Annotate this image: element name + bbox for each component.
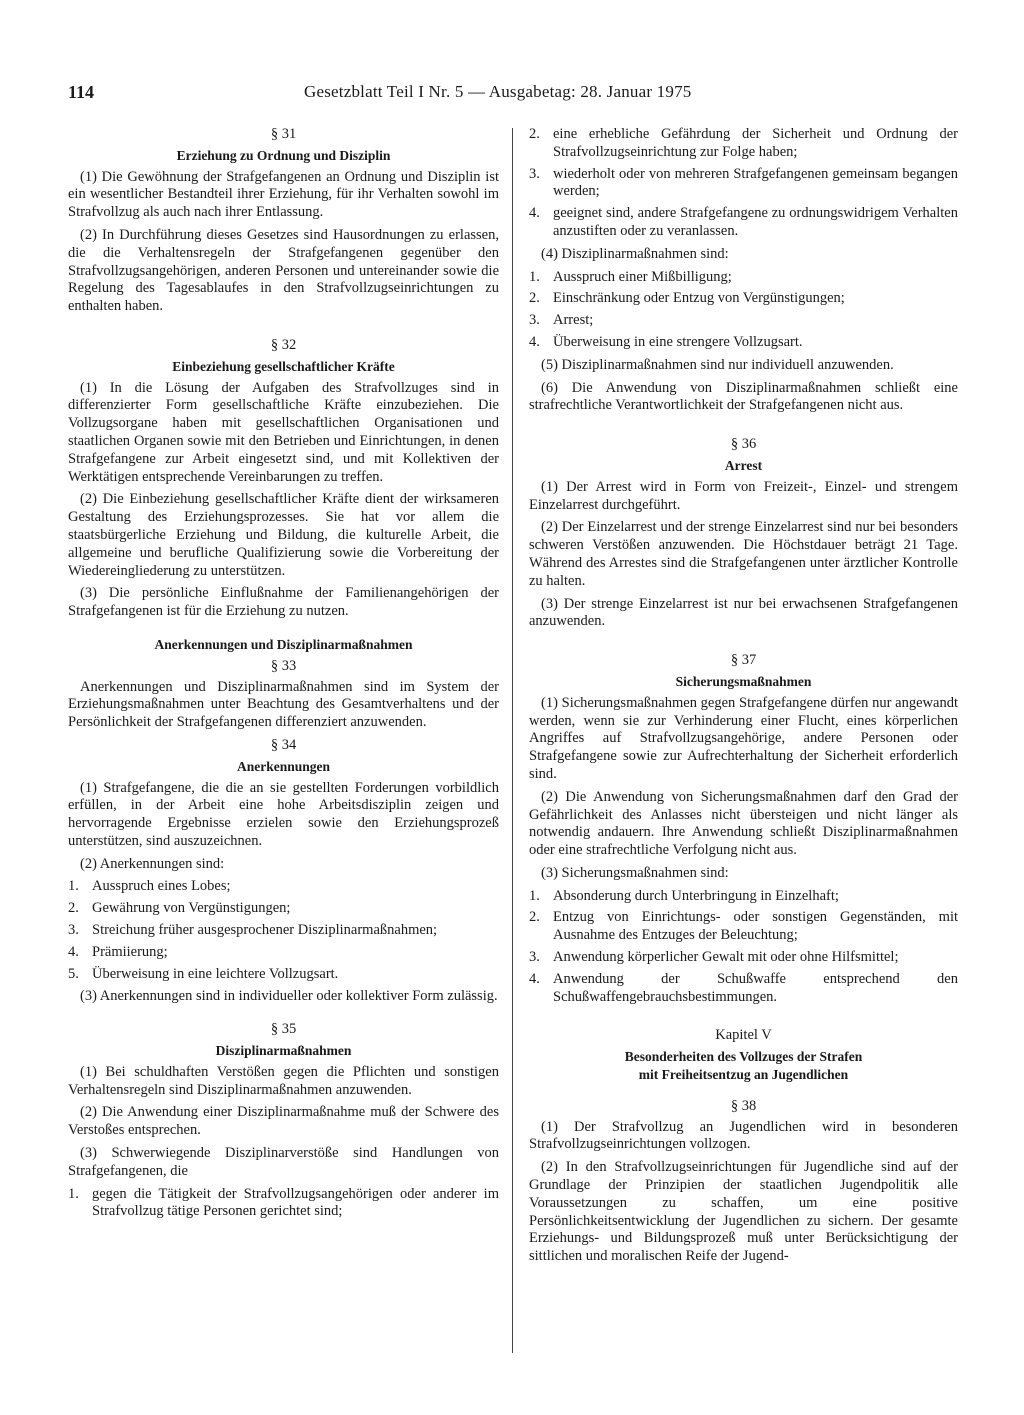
list-item-number: 1.: [529, 268, 540, 285]
enumerated-list: [68, 878, 499, 983]
paragraph: (3) Die persönliche Einflußnahme der Familienangehörigen der Strafgefangenen ist für die Erziehung zu nutzen.: [68, 585, 499, 620]
list-item-text: Entzug von Einrichtungs- oder sonstigen Gegenständen, mit Ausnahme des Entzuges der Beleuchtung;: [553, 909, 958, 944]
paragraph: (1) Der Arrest wird in Form von Freizeit-, Einzel- und strengem Einzelarrest durchgeführt.: [529, 478, 958, 513]
section-title: Erziehung zu Ordnung und Disziplin: [176, 147, 391, 163]
spacer: [529, 1088, 958, 1098]
section-title: Disziplinarmaßnahmen: [215, 1043, 352, 1059]
list-item-number: 2.: [529, 909, 540, 926]
list-item-text: eine erhebliche Gefährdung der Sicherheit und Ordnung der Strafvollzugseinrichtung zur Folge haben;: [553, 126, 958, 160]
paragraph: (2) Die Einbeziehung gesellschaftlicher Kräfte dient der wirksameren Gestaltung des Erziehungsprozesses. Sie hat vor allem die staatsbürgerliche Erziehung und Bildung, die kulturelle Arbeit, die allgemeine und berufliche Qualifizierung sowie die Vorbereitung der Wiedereingliederung zu unterstützen.: [68, 491, 499, 579]
paragraph: (2) In Durchführung dieses Gesetzes sind Hausordnungen zu erlassen, die die Verhaltensregeln der Strafgefangenen gegenüber den Strafvollzugsangehörigen, anderen Personen und untereinander sowie die Regelung des Tagesablaufes in den Strafvollzugseinrichtungen zu enthalten haben.: [68, 226, 499, 315]
paragraph: (1) Strafgefangene, die die an sie gestellten Forderungen vorbildlich erfüllen, in der Arbeit eine hohe Arbeitsdisziplin zeigen und hervorragende Ergebnisse erzielen sowie den Erziehungsprozeß unterstützen, sind auszuzeichnen.: [68, 779, 499, 849]
list-item-number: 1.: [68, 878, 79, 895]
list-item-number: 3.: [529, 165, 540, 182]
list-item: [529, 290, 958, 308]
list-item-number: 4.: [68, 943, 79, 960]
paragraph: (2) Die Anwendung von Sicherungsmaßnahmen darf den Grad der Gefährlichkeit des Anlasses nicht übersteigen und nicht länger als notwendig andauern. Ihre Anwendung schließt Disziplinarmaßnahmen oder eine strafrechtliche Verfolgung nicht aus.: [529, 788, 958, 859]
spacer: [529, 636, 958, 652]
list-item: [529, 269, 958, 287]
list-item: [68, 1186, 499, 1222]
list-item-number: 2.: [529, 290, 540, 307]
list-item-number: 4.: [529, 970, 540, 987]
paragraph: (5) Disziplinarmaßnahmen sind nur individuell anzuwenden.: [541, 356, 894, 373]
section-number: § 35: [270, 1021, 297, 1038]
list-item: [529, 888, 958, 906]
enumerated-list: [529, 126, 958, 241]
section-number: § 36: [730, 436, 757, 453]
list-item: [529, 909, 958, 945]
chapter-title-line2: mit Freiheitsentzug an Jugendlichen: [638, 1067, 849, 1083]
list-item-text: Prämiierung;: [92, 943, 168, 960]
list-item: [68, 900, 499, 918]
list-item-number: 5.: [68, 965, 79, 982]
list-item-number: 2.: [68, 900, 79, 917]
paragraph: (1) In die Lösung der Aufgaben des Strafvollzuges sind in differenzierter Form gesellschaftliche Kräfte einzubeziehen. Die Vollzugsorgane haben mit gesellschaftlichen Organisationen und staatlichen Organen sowie mit den Betrieben und Einrichtungen, in denen Strafgefangene zur Arbeit eingesetzt sind, und mit Kollektiven der Werktätigen entsprechende Vereinbarungen zu treffen.: [68, 379, 499, 485]
spacer: [529, 1011, 958, 1027]
section-title: Anerkennungen: [236, 758, 331, 774]
list-item-text: Gewährung von Vergünstigungen;: [92, 900, 291, 917]
list-item-text: Überweisung in eine strengere Vollzugsart.: [553, 333, 803, 350]
list-item-text: Anwendung körperlicher Gewalt mit oder ohne Hilfsmittel;: [553, 949, 899, 966]
list-item-number: 1.: [529, 887, 540, 904]
section-number: § 34: [270, 736, 297, 753]
section-number: § 32: [270, 336, 297, 353]
paragraph: (1) Bei schuldhaften Verstößen gegen die Pflichten und sonstigen Verhaltensregeln sind Disziplinarmaßnahmen anzuwenden.: [68, 1063, 499, 1098]
list-item-text: wiederholt oder von mehreren Strafgefangenen gemeinsam begangen werden;: [553, 165, 958, 200]
list-item: [529, 334, 958, 352]
list-item: [529, 205, 958, 241]
section-title: Einbeziehung gesellschaftlicher Kräfte: [172, 358, 395, 374]
paragraph: (1) Der Strafvollzug an Jugendlichen wird in besonderen Strafvollzugseinrichtungen vollzogen.: [529, 1118, 958, 1153]
list-item-text: Einschränkung oder Entzug von Vergünstigungen;: [553, 290, 845, 307]
enumerated-list: [529, 269, 958, 352]
list-item-number: 3.: [68, 922, 79, 939]
list-item-number: 4.: [529, 333, 540, 350]
section-number: § 37: [730, 652, 757, 669]
list-item: [529, 126, 958, 162]
list-item-text: Anwendung der Schußwaffe entsprechend den Schußwaffengebrauchsbestimmungen.: [553, 970, 958, 1005]
list-item: [68, 878, 499, 896]
list-item-text: Arrest;: [553, 312, 594, 329]
list-item-number: 3.: [529, 949, 540, 966]
list-item-text: gegen die Tätigkeit der Strafvollzugsangehörigen oder anderer im Strafvollzug tätige Personen gerichtet sind;: [92, 1185, 499, 1220]
list-item-number: 1.: [68, 1185, 79, 1202]
enumerated-list: [68, 1186, 499, 1222]
paragraph: (2) In den Strafvollzugseinrichtungen für Jugendliche sind auf der Grundlage der Prinzipien der staatlichen Jugendpolitik alle Voraussetzungen zu schaffen, um eine positive Persönlichkeitsentwicklung der Jugendlichen zu sichern. Der gesamte Erziehungs- und Bildungsprozeß muß unter Berücksichtigung der sittlichen und moralischen Reife der Jugend-: [529, 1159, 958, 1265]
paragraph: (2) Die Anwendung einer Disziplinarmaßnahme muß der Schwere des Verstoßes entsprechen.: [68, 1104, 499, 1139]
paragraph: (1) Sicherungsmaßnahmen gegen Strafgefangene dürfen nur angewandt werden, wenn sie zur Verhinderung einer Flucht, eines körperlichen Angriffes auf Strafvollzugsangehörige, andere Personen oder Strafgefangene sowie zur Aufrechterhaltung der Sicherheit erforderlich sind.: [529, 694, 958, 782]
list-item-text: Ausspruch eines Lobes;: [92, 878, 231, 895]
list-item: [529, 971, 958, 1007]
spacer: [68, 626, 499, 636]
paragraph: (1) Die Gewöhnung der Strafgefangenen an Ordnung und Disziplin ist ein wesentlicher Bestandteil ihrer Erziehung, für ihr Verhalten sowohl im Strafvollzug als auch nach ihrer Entlassung.: [68, 168, 499, 221]
list-item-text: Ausspruch einer Mißbilligung;: [553, 268, 732, 285]
paragraph: (4) Disziplinarmaßnahmen sind:: [541, 245, 729, 262]
chapter-title-line1: Besonderheiten des Vollzuges der Strafen: [624, 1049, 863, 1065]
paragraph: (3) Schwerwiegende Disziplinarverstöße sind Handlungen von Strafgefangenen, die: [68, 1145, 499, 1179]
column-divider: [512, 128, 513, 1353]
part-title: Anerkennungen und Disziplinarmaßnahmen: [154, 636, 413, 652]
list-item-number: 2.: [529, 126, 540, 142]
running-title: Gesetzblatt Teil I Nr. 5 — Ausgabetag: 28. Januar 1975: [304, 82, 692, 101]
list-item-text: Überweisung in eine leichtere Vollzugsart.: [92, 965, 339, 982]
paragraph: Anerkennungen und Disziplinarmaßnahmen sind im System der Erziehungsmaßnahmen unter Beachtung des Gesamtverhaltens und der Persönlichkeit der Strafgefangenen differenziert anzuwenden.: [68, 678, 499, 731]
paragraph: (2) Anerkennungen sind:: [80, 855, 225, 872]
list-item: [529, 949, 958, 967]
list-item-text: Streichung früher ausgesprochener Disziplinarmaßnahmen;: [92, 922, 438, 939]
page-header: [68, 82, 958, 110]
list-item: [529, 312, 958, 330]
list-item-text: Absonderung durch Unterbringung in Einzelhaft;: [553, 887, 839, 904]
list-item-number: 4.: [529, 205, 540, 222]
section-number: § 33: [270, 657, 297, 674]
paragraph: (3) Der strenge Einzelarrest ist nur bei erwachsenen Strafgefangenen anzuwenden.: [529, 595, 958, 630]
section-number: § 31: [270, 126, 297, 142]
list-item: [68, 922, 499, 940]
spacer: [68, 1011, 499, 1021]
list-item: [529, 166, 958, 202]
list-item-number: 3.: [529, 312, 540, 329]
left-column: [68, 126, 499, 1226]
list-item: [68, 944, 499, 962]
section-number: § 38: [730, 1097, 757, 1114]
section-title: Arrest: [724, 457, 763, 473]
paragraph: (3) Anerkennungen sind in individueller oder kollektiver Form zulässig.: [80, 988, 498, 1005]
spacer: [68, 321, 499, 337]
enumerated-list: [529, 888, 958, 1007]
page-number: 114: [68, 82, 95, 102]
paragraph: (3) Sicherungsmaßnahmen sind:: [541, 864, 729, 881]
spacer: [529, 420, 958, 436]
paragraph: (2) Der Einzelarrest und der strenge Einzelarrest sind nur bei besonders schweren Verstößen anzuwenden. Die Höchstdauer beträgt 21 Tage. Während des Arrestes sind die Strafgefangenen unter ärztlicher Kontrolle zu halten.: [529, 519, 958, 589]
chapter-label: Kapitel V: [715, 1027, 772, 1044]
paragraph: (6) Die Anwendung von Disziplinarmaßnahmen schließt eine strafrechtliche Verantwortlichkeit der Strafgefangenen nicht aus.: [529, 379, 958, 414]
list-item: [68, 966, 499, 984]
right-column: [529, 126, 958, 1271]
section-title: Sicherungsmaßnahmen: [675, 673, 812, 689]
list-item-text: geeignet sind, andere Strafgefangene zu ordnungswidrigem Verhalten anzustiften oder zu veranlassen.: [553, 205, 958, 239]
